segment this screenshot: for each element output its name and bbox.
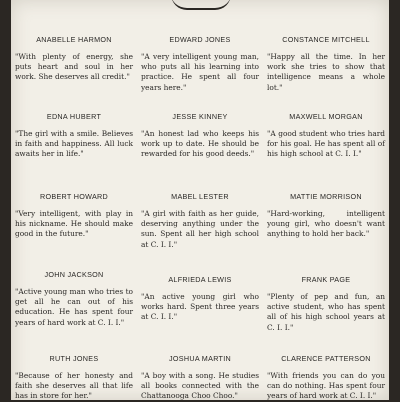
senior-name: MATTIE MORRISON xyxy=(290,192,362,201)
senior-entry xyxy=(267,192,385,240)
senior-name: CONSTANCE MITCHELL xyxy=(282,35,370,44)
senior-entry xyxy=(267,112,385,160)
senior-quote: "The girl with a smile. Believes in faith and happiness. All luck awaits her in life." xyxy=(15,129,133,159)
senior-entry xyxy=(15,112,133,160)
senior-entry xyxy=(15,270,133,328)
senior-name: ANABELLE HARMON xyxy=(36,35,112,44)
senior-quote: "Because of her honesty and faith she deserves all that life has in store for her." xyxy=(15,371,133,401)
senior-name: MABEL LESTER xyxy=(171,192,229,201)
senior-grid xyxy=(11,0,389,400)
senior-entry xyxy=(141,354,259,402)
senior-quote: "A very intelligent young man, who puts all his learning into practice. He spent all four years here." xyxy=(141,52,259,92)
senior-entry xyxy=(15,35,133,83)
senior-quote: "Happy all the time. In her work she tries to show that intelligence means a whole lot." xyxy=(267,52,385,92)
senior-entry xyxy=(141,112,259,160)
senior-name: MAXWELL MORGAN xyxy=(289,112,363,121)
senior-quote: "With plenty of energy, she puts heart and soul in her work. She deserves all credit." xyxy=(15,52,133,82)
senior-entry xyxy=(15,354,133,402)
senior-name: RUTH JONES xyxy=(49,354,99,363)
senior-quote: "An active young girl who works hard. Spent three years at C. I. I." xyxy=(141,292,259,322)
senior-quote: "Active young man who tries to get all he can out of his education. He has spent four years of hard work at C. I. I." xyxy=(15,287,133,327)
senior-quote: "Hard-working, intelligent young girl, who doesn't want anything to hold her back." xyxy=(267,209,385,239)
senior-name: EDWARD JONES xyxy=(169,35,231,44)
senior-entry xyxy=(141,275,259,323)
senior-quote: "An honest lad who keeps his work up to date. He should be rewarded for his good deeds." xyxy=(141,129,259,159)
senior-name: JOSHUA MARTIN xyxy=(168,354,232,363)
senior-quote: "With friends you can do you can do nothing. Has spent four years of hard work at C. I. I." xyxy=(267,371,385,401)
senior-name: JESSE KINNEY xyxy=(172,112,228,121)
senior-name: JOHN JACKSON xyxy=(44,270,104,279)
senior-quote: "A good student who tries hard for his goal. He has spent all of his high school at C. I. I." xyxy=(267,129,385,159)
senior-quote: "Very intelligent, with play in his nickname. He should make good in the future." xyxy=(15,209,133,239)
senior-entry xyxy=(267,275,385,333)
senior-name: ROBERT HOWARD xyxy=(39,192,109,201)
senior-name: ALFRIEDA LEWIS xyxy=(168,275,232,284)
senior-entry xyxy=(141,35,259,93)
senior-entry xyxy=(267,354,385,402)
senior-quote: "A boy with a song. He studies all books connected with the Chattanooga Choo Choo." xyxy=(141,371,259,401)
senior-quote: "A girl with faith as her guide, deserving anything under the sun. Spent all her high school at C. I. I." xyxy=(141,209,259,249)
senior-entry xyxy=(267,35,385,93)
senior-quote: "Plenty of pep and fun, an active student, who has spent all of his high school years at C. I. I." xyxy=(267,292,385,332)
senior-name: FRANK PAGE xyxy=(301,275,351,284)
senior-entry xyxy=(15,192,133,240)
senior-name: EDNA HUBERT xyxy=(46,112,102,121)
yearbook-page xyxy=(11,0,389,400)
senior-name: CLARENCE PATTERSON xyxy=(281,354,371,363)
senior-entry xyxy=(141,192,259,250)
